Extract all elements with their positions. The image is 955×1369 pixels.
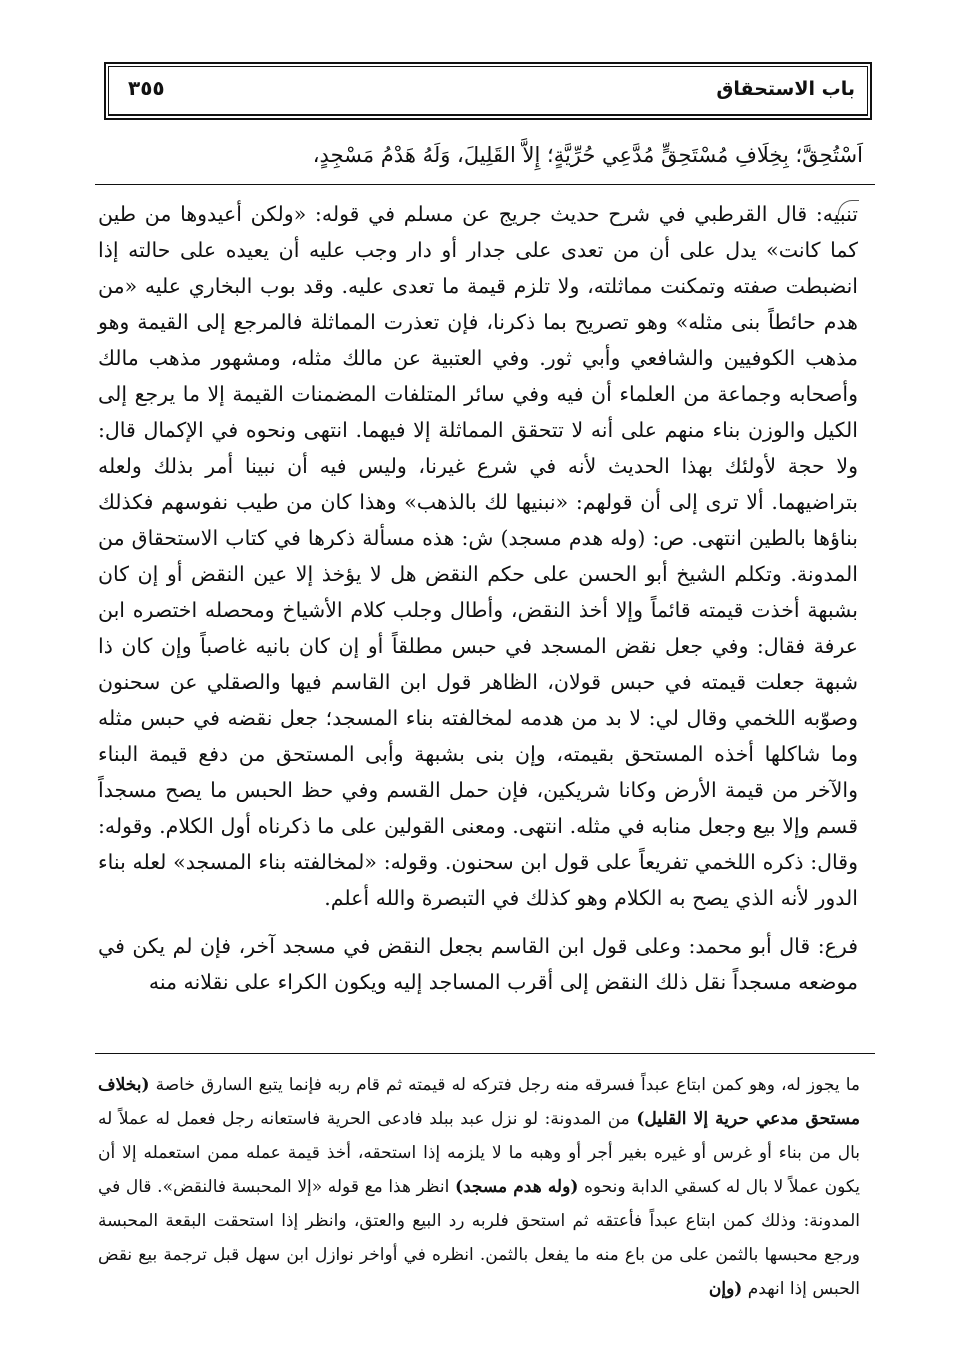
page-number: ٣٥٥: [128, 76, 165, 100]
footnote-quote: (وله هدم مسجد): [454, 1177, 579, 1197]
footnote-quote: (بخلاف مستحق مدعي حرية إلا القليل): [98, 1075, 860, 1129]
footnote-paragraph: [98, 1068, 860, 1306]
footnote-text: من المدونة: لو نزل عبد ببلد فادعى الحرية فاستعانه رجل فعمل له عملاً له بال من بناء أو غرس أو غيره بغير أجر أو وهبه ما لا يلزمه إذا استحقه، أخذ قيمة عمله ممن استعمله إلا أن يكون عملاً لا بال له كسقي الدابة ونحوه: [98, 1109, 861, 1197]
matn-text: اَسْتُحِقَّ؛ بِخِلَافِ مُسْتَحِقٍّ مُدَّعِي حُرِّيَّةٍ؛ إِلاَّ القَلِيلَ، وَلَهُ هَدْمُ مَسْجِدٍ،: [312, 143, 863, 167]
divider-footnotes: [95, 1053, 875, 1054]
chapter-title: باب الاستحقاق: [716, 78, 855, 100]
footnote-text: انظر هذا مع قوله «إلا المحبسة فالنقض». قال في المدونة: وذلك كمن ابتاع عبداً فأعتقه ثم استحق فلربه رد البيع والعتق، وانظر إذا استحقت البقعة المحبسة ورجع محبسها بالثمن على من باع منه ما يفعل بالثمن. انظره في أواخر نوازل ابن سهل قبل ترجمة بيع نقض الحبس إذا انهدم: [98, 1177, 860, 1299]
footnote-quote: (وإن: [708, 1279, 743, 1299]
footnote-text: ما يجوز له، وهو كمن ابتاع عبداً فسرقه منه رجل فتركه له قيمته ثم قام ربه فإنما يتبع السارق خاصة: [155, 1075, 860, 1095]
footnotes-body: [98, 1068, 860, 1306]
commentary-paragraph: فرع: قال أبو محمد: وعلى قول ابن القاسم بجعل النقض في مسجد آخر، فإن لم يكن في موضعه مسجداً نقل ذلك النقض إلى أقرب المساجد إليه ويكون الكراء على نقلانه منه: [98, 934, 858, 994]
commentary-paragraph: تنبيه: قال القرطبي في شرح حديث جريج عن مسلم في قوله: «ولكن أعيدوها من طين كما كانت» يدل على أن من تعدى على جدار أو دار وجب عليه أن يعيده على حالته إذا انضبطت صفته وتمكنت مماثلته، ولا تلزم قيمة ما تعدى عليه. وقد بوب البخاري عليه «من هدم حائطاً بنى مثله» وهو تصريح بما ذكرنا، فإن تعذرت المماثلة فالمرجع إلى القيمة وهو مذهب الكوفيين والشافعي وأبي ثور. وفي العتبية عن مالك مثله، ومشهور مذهب مالك وأصحابه وجماعة من العلماء أن فيه وفي سائر المتلفات المضمنات القيمة إلا ما يرجع إلى الكيل والوزن بناء منهم على أنه لا تتحقق المماثلة إلا فيهما. انتهى ونحوه في الإكمال قال: ولا حجة لأولئك بهذا الحديث لأنه في شرع غيرنا، وليس فيه أن نبينا أمر بذلك ولعله بتراضيهما. ألا ترى إلى أن قولهم: «نبنيها لك بالذهب» وهذا كان من طيب نفوسهم فكذلك بناؤها بالطين انتهى. ص: (وله هدم مسجد) ش: هذه مسألة ذكرها في كتاب الاستحقاق من المدونة. وتكلم الشيخ أبو الحسن على حكم النقض هل لا يؤخذ إلا عين النقض أو إن كان بشبهة أخذت قيمته قائماً وإلا أخذ النقض، وأطال وجلب كلام الأشياخ ومحصله اختصره ابن عرفة فقال: وفي جعل نقض المسجد في حبس مطلقاً أو إن كان بانيه غاصباً وإن كان ذا شبهة جعلت قيمته في حبس قولان، الظاهر قول ابن القاسم فيها والصقلي عن سحنون وصوّبه اللخمي وقال لي: لا بد من هدمه لمخالفته بناء المسجد؛ جعل نقضه في حبس مثله وما شاكلها أخذه المستحق بقيمته، وإن بنى بشبهة وأبى المستحق من دفع قيمة البناء والآخر من قيمة الأرض وكانا شريكين، فإن حمل القسم وفي حظ الحبس ما يصح مسجداً قسم وإلا بيع وجعل منابه في مثله. انتهى. ومعنى القولين على ما ذكرناه أول الكلام. وقوله: وقال: ذكره اللخمي تفريعاً على قول ابن سحنون. وقوله: «لمخالفته بناء المسجد» لعله بناء الدور لأنه الذي يصح به الكلام وهو كذلك في التبصرة والله أعلم.: [98, 202, 858, 910]
divider-top: [95, 184, 875, 185]
commentary-body: [98, 196, 858, 1000]
